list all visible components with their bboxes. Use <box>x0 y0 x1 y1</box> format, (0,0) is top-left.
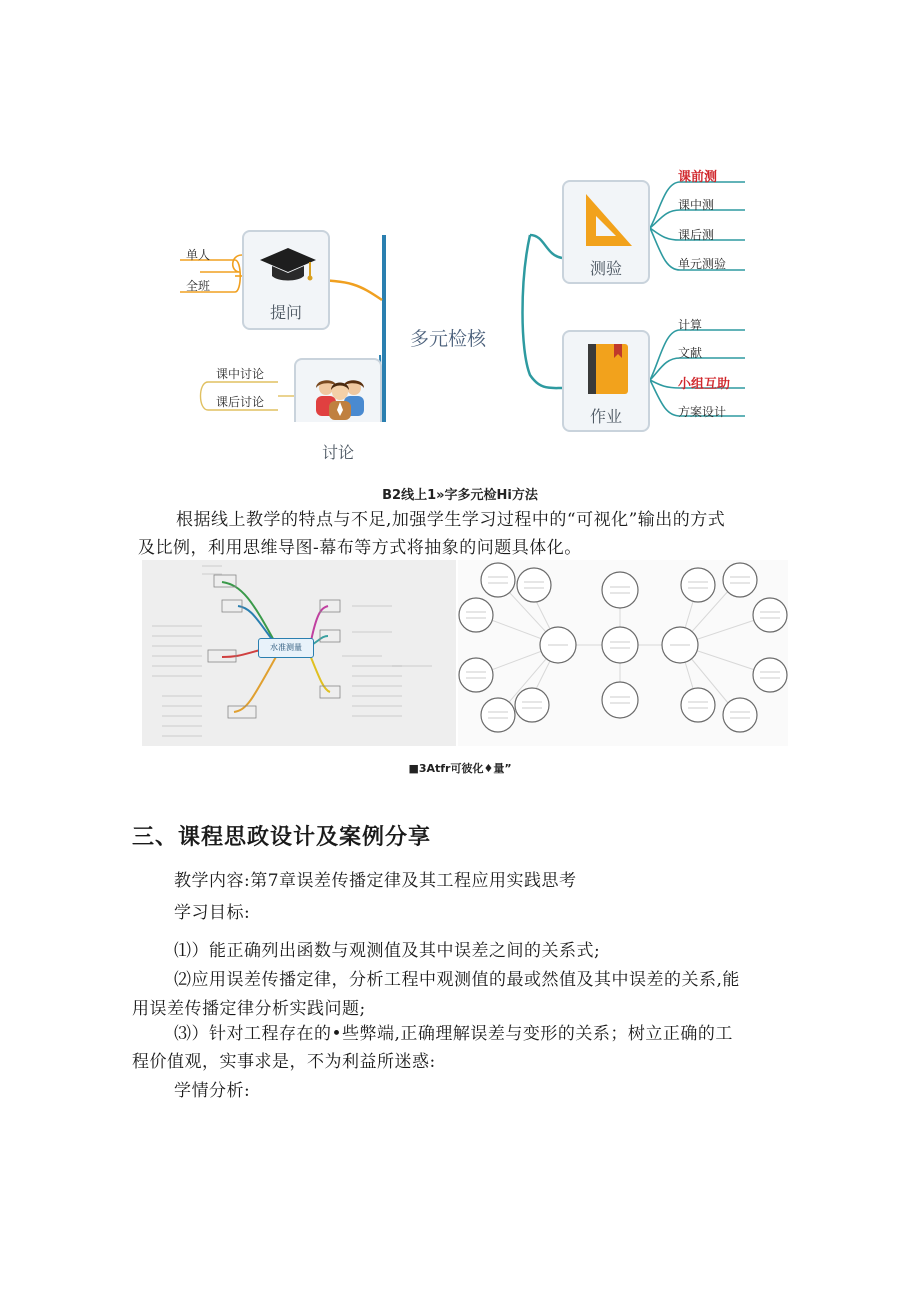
set-square-icon <box>580 190 636 250</box>
ceyan-card <box>562 180 650 284</box>
leaf-ceyan-4: 单元测验 <box>678 257 727 271</box>
paragraph1-line1: 根据线上教学的特点与不足,加强学生学习过程中的“可视化”输出的方式 <box>176 510 726 530</box>
leaf-taolun-1: 课中讨论 <box>216 367 265 381</box>
tiwen-label: 提问 <box>269 303 302 322</box>
zuoye-card <box>562 330 650 432</box>
paragraph1-line2: 及比例，利用思维导图-幕布等方式将抽象的问题具体化。 <box>138 538 582 558</box>
taolun-label: 讨论 <box>321 443 354 462</box>
leaf-zuoye-3: 小组互助 <box>678 377 731 392</box>
leaf-zuoye-4: 方案设计 <box>678 405 727 419</box>
teaching-content: 教学内容:第7章误差传播定律及其工程应用实践思考 <box>174 871 577 891</box>
leaf-tiwen-1: 单人 <box>186 248 211 262</box>
mindmap-screenshot <box>142 560 456 746</box>
leaf-taolun-2: 课后讨论 <box>216 395 265 409</box>
people-group-icon <box>310 370 370 420</box>
concept-circles-diagram <box>458 560 788 746</box>
leaf-zuoye-2: 文献 <box>678 346 703 360</box>
section-title: 三、课程思政设计及案例分享 <box>132 825 432 850</box>
book-icon <box>586 342 630 396</box>
leaf-ceyan-1: 课前测 <box>678 170 718 185</box>
tiwen-card <box>242 230 330 330</box>
mind-map-figure <box>160 160 760 470</box>
leaf-ceyan-2: 课中测 <box>678 198 715 212</box>
mindmap-center-node: 水准测量 <box>258 638 314 658</box>
center-title: 多元检核 <box>410 328 487 350</box>
graduation-cap-icon <box>258 244 318 288</box>
figure2-caption: ■3Atfr可彼化♦量” <box>408 762 512 775</box>
goal-1: ⑴）能正确列出函数与观测值及其中误差之间的关系式; <box>174 941 601 961</box>
goal-3-line2: 程价值观，实事求是，不为利益所迷惑: <box>132 1052 436 1072</box>
leaf-ceyan-3: 课后测 <box>678 228 715 242</box>
concept-network <box>458 560 788 746</box>
leaf-zuoye-1: 计算 <box>678 318 703 332</box>
analysis-label: 学情分析: <box>174 1081 251 1101</box>
leaf-tiwen-2: 全班 <box>186 279 211 293</box>
ceyan-label: 测验 <box>589 259 622 278</box>
goal-2-line2: 用误差传播定律分析实践问题; <box>132 999 366 1019</box>
zuoye-label: 作业 <box>589 407 622 426</box>
taolun-card <box>294 358 382 422</box>
goal-3-line1: ⑶）针对工程存在的•些弊端,正确理解误差与变形的关系；树立正确的工 <box>174 1024 733 1044</box>
figure1-caption: B2线上1»字多元检Hi方法 <box>382 488 538 503</box>
goal-2-line1: ⑵应用误差传播定律，分析工程中观测值的最或然值及其中误差的关系,能 <box>174 970 740 990</box>
goals-label: 学习目标: <box>174 903 251 923</box>
